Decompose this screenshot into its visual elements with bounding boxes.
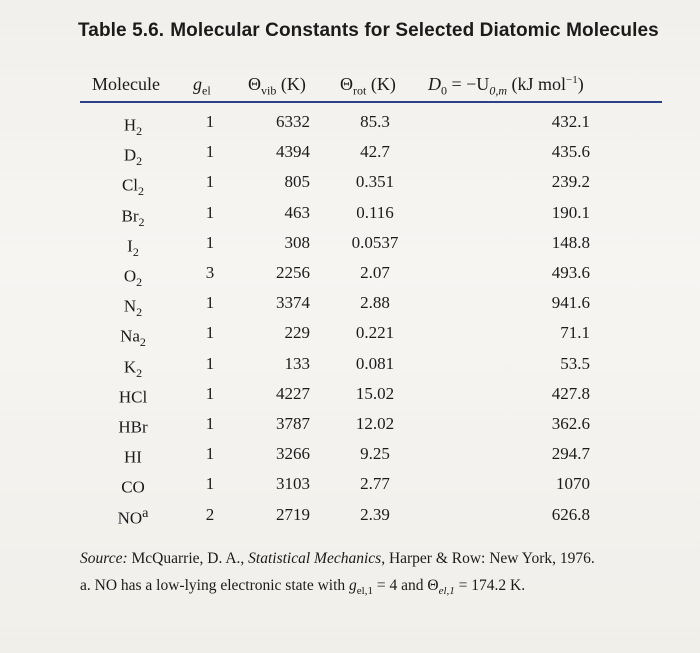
cell-molecule: CO bbox=[121, 478, 145, 498]
table-row bbox=[0, 323, 700, 354]
cell-theta-rot: 15.02 bbox=[355, 383, 395, 403]
cell-gel: 1 bbox=[205, 293, 215, 313]
header-theta-rot: $\Theta_{rot}$ (K) bbox=[340, 74, 396, 98]
table-caption bbox=[78, 20, 659, 42]
cell-d0: 432.1 bbox=[551, 112, 590, 131]
table-row bbox=[0, 354, 700, 385]
table-row bbox=[0, 263, 700, 294]
cell-theta-vib: 805 bbox=[284, 172, 310, 192]
cell-gel: 1 bbox=[205, 444, 215, 464]
cell-d0: 362.6 bbox=[551, 414, 590, 433]
cell-gel: 1 bbox=[205, 474, 215, 494]
cell-theta-vib: 308 bbox=[284, 232, 310, 252]
cell-gel: 1 bbox=[205, 383, 215, 403]
cell-d0: 294.7 bbox=[551, 444, 590, 464]
cell-molecule: HI bbox=[124, 447, 142, 467]
cell-theta-rot: 2.39 bbox=[360, 504, 390, 524]
cell-gel: 1 bbox=[205, 414, 215, 433]
cell-theta-rot: 85.3 bbox=[360, 112, 390, 131]
table-number: Table 5.6. bbox=[78, 20, 165, 41]
cell-molecule: $D_2$ bbox=[123, 145, 143, 169]
cell-theta-rot: 9.25 bbox=[360, 444, 390, 464]
source-note: Source: McQuarrie, D. A., Statistical Mechanics, Harper & Row: New York, 1976. bbox=[80, 550, 595, 567]
cell-theta-vib: 2719 bbox=[276, 504, 310, 524]
cell-gel: 1 bbox=[205, 202, 215, 222]
cell-molecule: HCl bbox=[118, 387, 148, 407]
cell-gel: 1 bbox=[205, 353, 215, 373]
cell-theta-vib: 229 bbox=[284, 323, 310, 343]
cell-theta-vib: 133 bbox=[284, 353, 310, 373]
cell-theta-rot: 0.0537 bbox=[351, 232, 399, 252]
cell-theta-vib: 3787 bbox=[276, 414, 310, 433]
cell-gel: 3 bbox=[205, 263, 215, 282]
cell-theta-vib: 3374 bbox=[276, 293, 310, 313]
table-row bbox=[0, 142, 700, 173]
cell-theta-vib: 463 bbox=[284, 202, 310, 222]
table-row bbox=[0, 474, 700, 505]
cell-theta-rot: 2.88 bbox=[360, 293, 390, 313]
cell-theta-rot: 0.081 bbox=[355, 353, 395, 373]
cell-theta-rot: 2.07 bbox=[360, 263, 390, 282]
cell-d0: 435.6 bbox=[551, 142, 590, 162]
table-row bbox=[0, 203, 700, 234]
cell-molecule: $N_2$ bbox=[123, 296, 143, 320]
table-row bbox=[0, 414, 700, 445]
cell-theta-rot: 2.77 bbox=[360, 474, 390, 494]
table-row bbox=[0, 293, 700, 324]
table-row bbox=[0, 233, 700, 264]
table-row bbox=[0, 505, 700, 536]
header-dissociation-energy: $D_0 = -U_{0,m}$ (kJ mol$^{-1}$) bbox=[428, 74, 584, 98]
cell-molecule: $Br_2$ bbox=[121, 206, 145, 229]
cell-molecule: $O_2$ bbox=[123, 266, 143, 290]
cell-molecule: HBr bbox=[118, 417, 148, 437]
cell-theta-rot: 0.351 bbox=[355, 172, 395, 192]
cell-theta-rot: 0.116 bbox=[356, 202, 394, 222]
cell-theta-vib: 4394 bbox=[276, 142, 310, 162]
cell-d0: 1070 bbox=[556, 474, 590, 494]
cell-molecule: $Cl_2$ bbox=[121, 176, 145, 199]
cell-gel: 1 bbox=[205, 232, 215, 252]
table-row bbox=[0, 384, 700, 415]
cell-theta-vib: 4227 bbox=[276, 383, 310, 403]
footnote-a: a. NO has a low-lying electronic state with $g_{el,1} = 4$ and $\Theta_{el,1} = 174.2$ K. bbox=[80, 577, 526, 598]
cell-theta-vib: 3103 bbox=[276, 474, 310, 494]
header-molecule: Molecule bbox=[92, 74, 160, 94]
cell-d0: 148.8 bbox=[551, 232, 590, 252]
cell-molecule: $Na_2$ bbox=[120, 327, 146, 350]
table-row bbox=[0, 172, 700, 203]
cell-gel: 1 bbox=[205, 142, 215, 162]
cell-molecule: $H_2$ bbox=[123, 115, 143, 139]
cell-gel: 2 bbox=[205, 504, 215, 524]
cell-molecule: $NO^a$ bbox=[117, 504, 149, 528]
cell-d0: 941.6 bbox=[551, 293, 590, 313]
cell-molecule: $K_2$ bbox=[123, 357, 143, 380]
table-title: Molecular Constants for Selected Diatomic Molecules bbox=[170, 20, 659, 41]
cell-d0: 493.6 bbox=[551, 263, 590, 282]
cell-theta-rot: 12.02 bbox=[355, 414, 395, 433]
cell-d0: 71.1 bbox=[560, 323, 590, 343]
cell-theta-rot: 42.7 bbox=[360, 142, 390, 162]
cell-theta-vib: 6332 bbox=[276, 112, 310, 131]
cell-d0: 626.8 bbox=[551, 504, 590, 524]
cell-gel: 1 bbox=[205, 112, 215, 131]
cell-molecule: $I_2$ bbox=[127, 236, 139, 259]
header-rule bbox=[80, 101, 662, 103]
cell-d0: 427.8 bbox=[551, 383, 590, 403]
table-row bbox=[0, 112, 700, 143]
header-theta-vib: $\Theta_{vib}$ (K) bbox=[248, 74, 306, 98]
cell-d0: 53.5 bbox=[560, 353, 590, 373]
cell-theta-vib: 2256 bbox=[276, 263, 310, 282]
cell-d0: 239.2 bbox=[551, 172, 590, 192]
cell-theta-rot: 0.221 bbox=[355, 323, 395, 343]
header-gel: $g_{el}$ bbox=[193, 74, 211, 98]
cell-theta-vib: 3266 bbox=[276, 444, 310, 464]
cell-gel: 1 bbox=[205, 323, 215, 343]
table-row bbox=[0, 444, 700, 475]
cell-gel: 1 bbox=[205, 172, 215, 192]
cell-d0: 190.1 bbox=[551, 202, 590, 222]
